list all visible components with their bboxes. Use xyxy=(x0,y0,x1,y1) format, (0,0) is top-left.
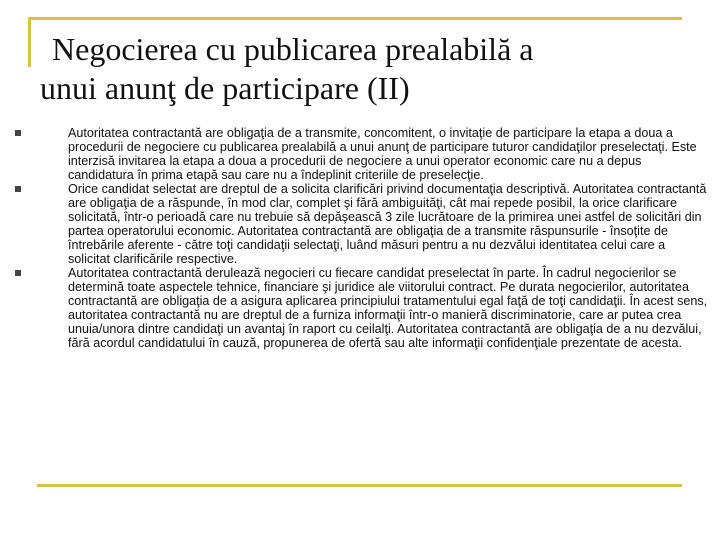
bullet-list xyxy=(68,126,708,350)
square-bullet-icon xyxy=(15,130,21,136)
bullet-text: Autoritatea contractantă are obligaţia de a transmite, concomitent, o invitaţie de participare la etapa a doua a procedurii de negociere cu publicarea prealabilă a unui anunţ de participare tuturor candidaţilor preselectaţi. Este interzisă invitarea la etapa a doua a procedurii de negociere a unui operator economic care nu a depus candidatura în prima etapă sau care nu a îndeplinit criteriile de preselecţie. xyxy=(68,126,697,182)
bullet-text: Autoritatea contractantă derulează negocieri cu fiecare candidat preselectat în parte. În cadrul negocierilor se determină toate aspectele tehnice, financiare şi juridice ale viitorului contract. Pe durata negocierilor, autoritatea contractantă are obligaţia de a asigura aplicarea principiului tratamentului egal faţă de toţi candidaţii. În acest sens, autoritatea contractantă nu are dreptul de a furniza informaţii într-o manieră discriminatorie, care ar putea crea unuia/unora dintre candidaţi un avantaj în raport cu ceilalţi. Autoritatea contractantă are obligaţia de a nu dezvălui, fără acordul candidatului în cauză, propunerea de ofertă sau alte informaţii confidenţiale prezentate de acesta. xyxy=(68,266,708,350)
slide-title-line2: unui anunţ de participare (II) xyxy=(40,70,410,106)
bottom-border-line xyxy=(37,484,682,487)
bullet-item xyxy=(68,266,708,350)
bullet-item xyxy=(68,126,708,182)
left-border-line xyxy=(28,17,31,67)
bullet-text: Orice candidat selectat are dreptul de a solicita clarificări privind documentaţia descriptivă. Autoritatea contractantă are obligaţia de a răspunde, în mod clar, complet şi fără ambiguităţi, cât mai repede posibil, la orice clarificare solicitată, într-o perioadă care nu trebuie să depăşească 3 zile lucrătoare de la primirea unei astfel de solicitări din partea operatorului economic. Autoritatea contractantă are obligaţia de a transmite răspunsurile - însoţite de întrebările aferente - către toţi candidaţii selectaţi, luând măsuri pentru a nu dezvălui identitatea celui care a solicitat clarificările respective. xyxy=(68,182,707,266)
bullet-item xyxy=(68,182,708,266)
slide-title xyxy=(40,30,680,108)
square-bullet-icon xyxy=(15,270,21,276)
top-border-line xyxy=(28,17,682,20)
square-bullet-icon xyxy=(15,186,21,192)
slide-title-line1: Negocierea cu publicarea prealabilă a xyxy=(52,31,534,67)
